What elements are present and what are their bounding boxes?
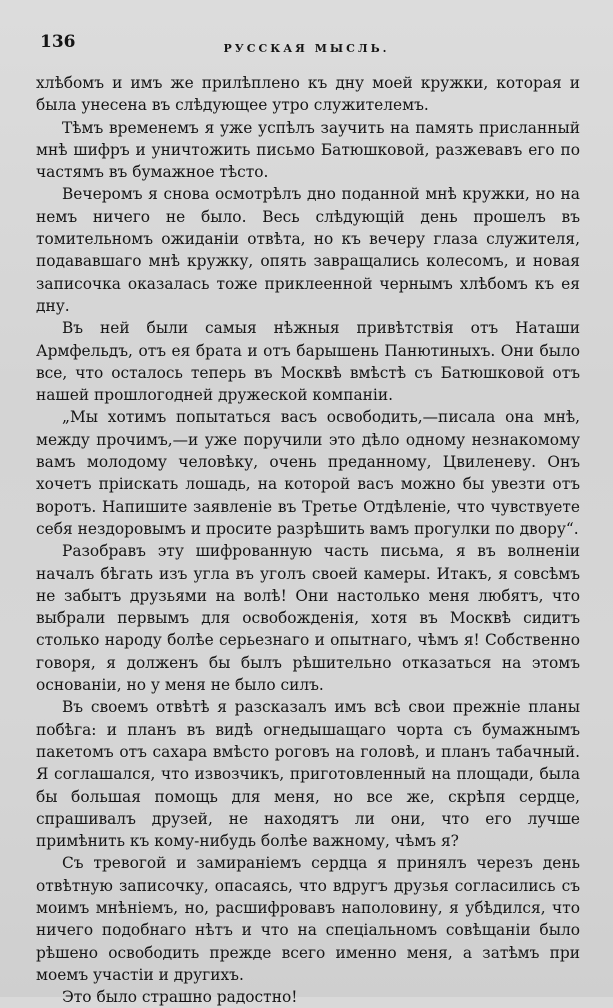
paragraph: хлѣбомъ и имъ же прилѣплено къ дну моей кружки, которая и была унесена въ слѣдующее утро служителемъ.	[36, 74, 580, 115]
page-number: 136	[40, 32, 76, 52]
text-body	[36, 72, 580, 1008]
running-title: РУССКАЯ МЫСЛЬ.	[223, 42, 390, 55]
paragraph: Съ тревогой и замираніемъ сердца я принялъ черезъ день отвѣтную записочку, опасаясь, что вдругъ друзья согласились съ моимъ мнѣніемъ, но, расшифровавъ наполовину, я убѣдился, что ничего подобнаго нѣтъ и что на спеціальномъ совѣщаніи было рѣшено освободить прежде всего именно меня, а затѣмъ при моемъ участіи и другихъ.	[36, 854, 580, 984]
page-header	[34, 32, 579, 58]
paragraph: Это было страшно радостно!	[62, 988, 298, 1007]
paragraph: Вечеромъ я снова осмотрѣлъ дно поданной мнѣ кружки, но на немъ ничего не было. Весь слѣдующій день прошелъ въ томительномъ ожиданіи отвѣта, но къ вечеру глаза служителя, подававшаго мнѣ кружку, опять завращались колесомъ, и новая записочка оказалась тоже приклеенной чернымъ хлѣбомъ къ ея дну.	[36, 185, 580, 315]
paragraph: Тѣмъ временемъ я уже успѣлъ заучить на память присланный мнѣ шифръ и уничтожить письмо Батюшковой, разжевавъ его по частямъ въ бумажное тѣсто.	[36, 118, 580, 182]
paragraph: Разобравъ эту шифрованную часть письма, я въ волненіи началъ бѣгать изъ угла въ уголъ своей камеры. Итакъ, я совсѣмъ не забытъ друзьями на волѣ! Они настолько меня любятъ, что выбрали первымъ для освобожденія, хотя въ Москвѣ сидитъ столько народу болѣе серьезнаго и опытнаго, чѣмъ я! Собственно говоря, я долженъ бы былъ рѣшительно отказаться на этомъ основаніи, но у меня не было силъ.	[36, 542, 580, 695]
paragraph: „Мы хотимъ попытаться васъ освободить,—писала она мнѣ, между прочимъ,—и уже поручили это дѣло одному незнакомому вамъ молодому человѣку, очень преданному, Цвиленеву. Онъ хочетъ пріискать лошадь, на которой васъ можно бы увезти отъ воротъ. Напишите заявленіе въ Третье Отдѣленіе, что чувствуете себя нездоровымъ и просите разрѣшить вамъ прогулки по двору“.	[36, 408, 580, 538]
paragraph: Въ своемъ отвѣтѣ я разсказалъ имъ всѣ свои прежніе планы побѣга: и планъ въ видѣ огнедышащаго чорта съ бумажнымъ пакетомъ отъ сахара вмѣсто роговъ на головѣ, и планъ табачный. Я соглашался, что извозчикъ, приготовленный на площади, была бы большая помощь для меня, но все же, скрѣпя сердце, спрашивалъ друзей, не находятъ ли они, что его лучше примѣнить къ кому-нибудь болѣе важному, чѣмъ я?	[36, 698, 580, 851]
paragraph: Въ ней были самыя нѣжныя привѣтствія отъ Наташи Армфельдъ, отъ ея брата и отъ барышень Панютиныхъ. Они было все, что осталось теперь въ Москвѣ вмѣстѣ съ Батюшковой отъ нашей прошлогодней дружеской компаніи.	[36, 319, 580, 405]
